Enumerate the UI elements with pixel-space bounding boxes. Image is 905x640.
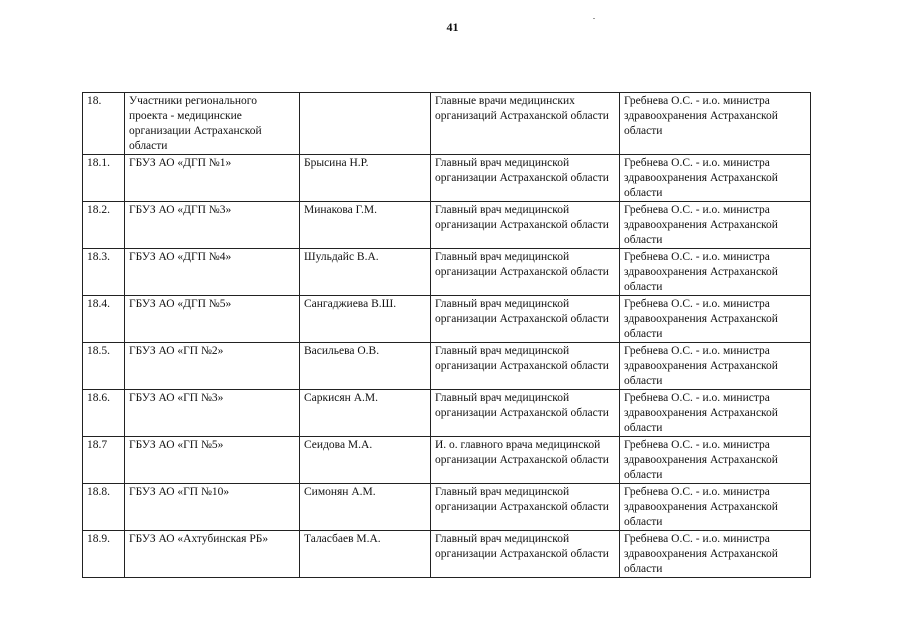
supervisor-cell: Гребнева О.С. - и.о. министра здравоохранения Астраханской области [620,343,811,390]
person-name-cell: Симонян А.М. [300,484,431,531]
organization-cell: ГБУЗ АО «Ахтубинская РБ» [125,531,300,578]
table-row [83,531,811,578]
table-row [83,155,811,202]
row-number-cell: 18.4. [83,296,125,343]
table-row [83,343,811,390]
position-cell: Главный врач медицинской организации Астраханской области [431,343,620,390]
organization-cell: ГБУЗ АО «ДГП №4» [125,249,300,296]
organization-cell: ГБУЗ АО «ГП №2» [125,343,300,390]
organization-cell: ГБУЗ АО «ГП №5» [125,437,300,484]
organization-cell: ГБУЗ АО «ГП №3» [125,390,300,437]
supervisor-cell: Гребнева О.С. - и.о. министра здравоохранения Астраханской области [620,202,811,249]
person-name-cell: Брысина Н.Р. [300,155,431,202]
row-number-cell: 18.7 [83,437,125,484]
person-name-cell: Сеидова М.А. [300,437,431,484]
person-name-cell: Минакова Г.М. [300,202,431,249]
supervisor-cell: Гребнева О.С. - и.о. министра здравоохранения Астраханской области [620,390,811,437]
position-cell: Главный врач медицинской организации Астраханской области [431,155,620,202]
supervisor-cell: Гребнева О.С. - и.о. министра здравоохранения Астраханской области [620,155,811,202]
row-number-cell: 18.1. [83,155,125,202]
position-cell: Главные врачи медицинских организаций Астраханской области [431,93,620,155]
organization-cell: Участники регионального проекта - медицинские организации Астраханской области [125,93,300,155]
table-row [83,249,811,296]
organization-cell: ГБУЗ АО «ДГП №1» [125,155,300,202]
supervisor-cell: Гребнева О.С. - и.о. министра здравоохранения Астраханской области [620,296,811,343]
position-cell: И. о. главного врача медицинской организации Астраханской области [431,437,620,484]
row-number-cell: 18.9. [83,531,125,578]
person-name-cell: Сангаджиева В.Ш. [300,296,431,343]
position-cell: Главный врач медицинской организации Астраханской области [431,202,620,249]
row-number-cell: 18.2. [83,202,125,249]
person-name-cell: Васильева О.В. [300,343,431,390]
row-number-cell: 18.3. [83,249,125,296]
organization-cell: ГБУЗ АО «ГП №10» [125,484,300,531]
supervisor-cell: Гребнева О.С. - и.о. министра здравоохранения Астраханской области [620,484,811,531]
page-number: 41 [446,20,459,34]
position-cell: Главный врач медицинской организации Астраханской области [431,296,620,343]
table-body [83,93,811,578]
organization-cell: ГБУЗ АО «ДГП №3» [125,202,300,249]
table-row [83,484,811,531]
table-row [83,437,811,484]
position-cell: Главный врач медицинской организации Астраханской области [431,390,620,437]
position-cell: Главный врач медицинской организации Астраханской области [431,249,620,296]
supervisor-cell: Гребнева О.С. - и.о. министра здравоохранения Астраханской области [620,93,811,155]
position-cell: Главный врач медицинской организации Астраханской области [431,484,620,531]
supervisor-cell: Гребнева О.С. - и.о. министра здравоохранения Астраханской области [620,437,811,484]
row-number-cell: 18. [83,93,125,155]
table-row [83,296,811,343]
table-row [83,202,811,249]
table-row [83,93,811,155]
supervisor-cell: Гребнева О.С. - и.о. министра здравоохранения Астраханской области [620,531,811,578]
position-cell: Главный врач медицинской организации Астраханской области [431,531,620,578]
person-name-cell: Саркисян А.М. [300,390,431,437]
supervisor-cell: Гребнева О.С. - и.о. министра здравоохранения Астраханской области [620,249,811,296]
participants-table [82,92,811,578]
organization-cell: ГБУЗ АО «ДГП №5» [125,296,300,343]
row-number-cell: 18.6. [83,390,125,437]
person-name-cell: Таласбаев М.А. [300,531,431,578]
row-number-cell: 18.8. [83,484,125,531]
person-name-cell [300,93,431,155]
table-row [83,390,811,437]
scan-speck [593,18,595,19]
person-name-cell: Шульдайс В.А. [300,249,431,296]
row-number-cell: 18.5. [83,343,125,390]
